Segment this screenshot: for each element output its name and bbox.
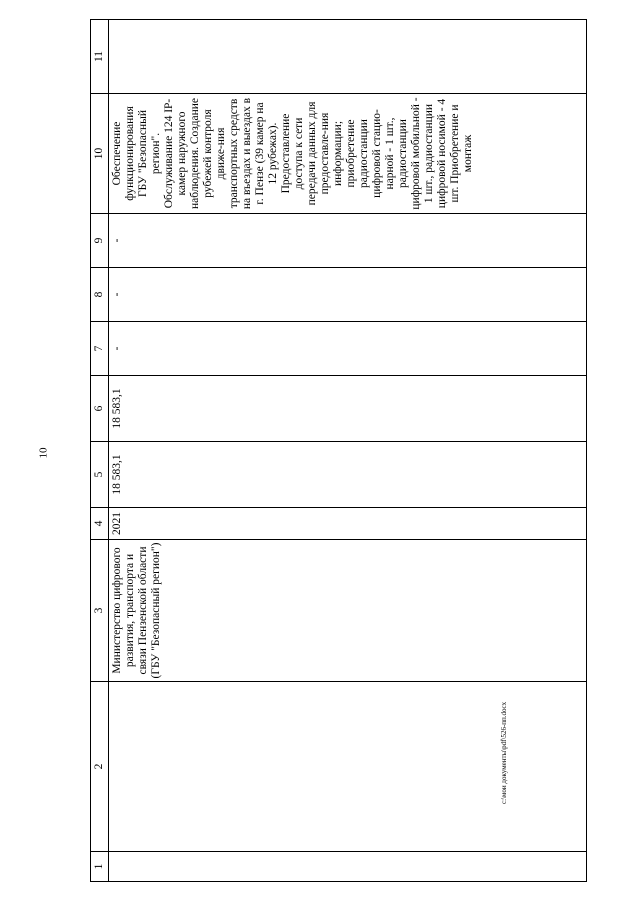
cell-executor: Министерство цифрового развития, транспорта и связи Пензенской области (ГБУ "Безопасный регион") — [109, 540, 587, 682]
program-table — [90, 19, 587, 882]
cell-name — [109, 682, 587, 852]
column-number: 8 — [91, 268, 109, 322]
cell-year: 2021 — [109, 508, 587, 540]
column-number: 7 — [91, 322, 109, 376]
cell-column-11 — [109, 20, 587, 94]
cell-total-funding: 18 583,1 — [109, 442, 587, 508]
cell-result-description: Обеспечение функционирования ГБУ "Безопасный регион". Обслуживание 124 IP-камер наружного наблюдения. Создание рубежей контроля движе-ния транспортных средств на въездах и выездах в г. Пензе (39 камер на 12 рубежах). Предоставление доступа к сети передачи данных для предоставле-ния информации; приобретение радиостанции цифровой стацио-нарной - 1 шт., радиостанции цифровой мобильной - 1 шт., радиостанции цифровой носимой - 4 шт. Приобретение и монтаж — [109, 94, 587, 214]
column-number: 1 — [91, 852, 109, 882]
cell-other-sources: - — [109, 214, 587, 268]
table-row — [109, 20, 587, 882]
cell-local-budget: - — [109, 268, 587, 322]
cell-federal-budget: - — [109, 322, 587, 376]
rotated-table-container — [90, 20, 587, 882]
column-number: 3 — [91, 540, 109, 682]
cell-number — [109, 852, 587, 882]
column-number: 4 — [91, 508, 109, 540]
column-number: 6 — [91, 376, 109, 442]
header-row — [91, 20, 109, 882]
cell-regional-budget: 18 583,1 — [109, 376, 587, 442]
column-number: 11 — [91, 20, 109, 94]
column-number: 2 — [91, 682, 109, 852]
column-number: 5 — [91, 442, 109, 508]
column-number: 9 — [91, 214, 109, 268]
column-number: 10 — [91, 94, 109, 214]
page-number: 10 — [37, 447, 50, 459]
file-path-footer: c:\мои документы\pdf\526-пп.docx — [500, 701, 508, 804]
